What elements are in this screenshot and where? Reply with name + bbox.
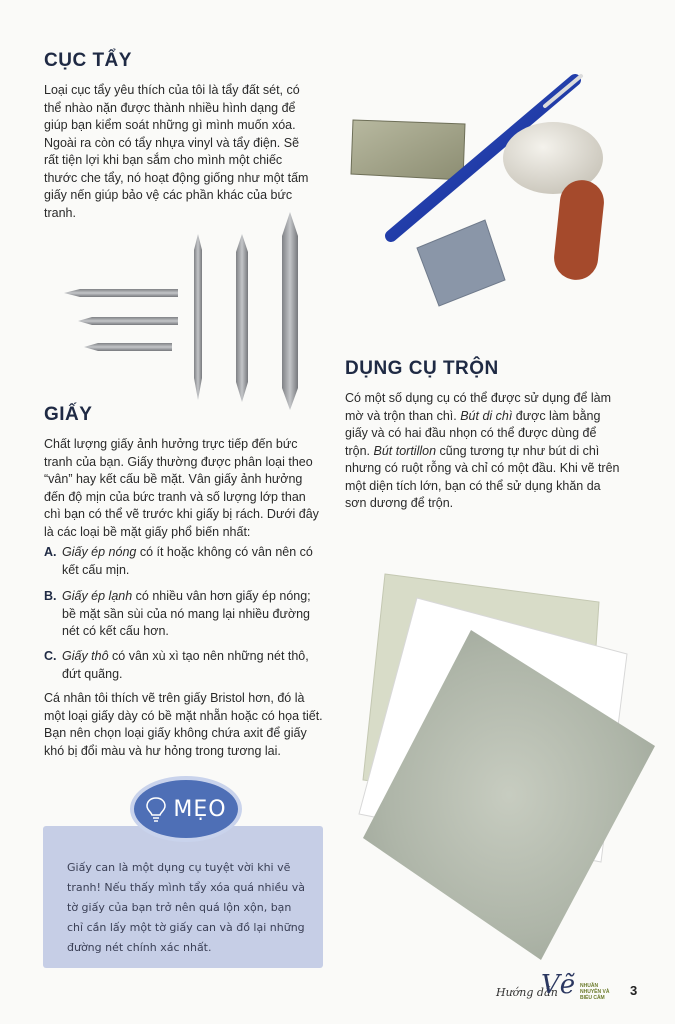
term-blending-stump: Bút di chì <box>460 408 513 423</box>
tip-box <box>43 826 323 968</box>
blending-text-part: cũng tương tự như bút di chì nhưng có ruột rỗng và chỉ có một đầu. Khi vẽ trên một diện tích lớn, bạn có thể sử dụng khăn da sơn dương để trộn. <box>345 443 620 510</box>
tip-text: Giấy can là một dụng cụ tuyệt vời khi vẽ tranh! Nếu thấy mình tẩy xóa quá nhiều và tờ giấy của bạn trở nên quá lộn xộn, bạn chỉ cần lấy một tờ giấy can và đồ lại những đường nét chính xác nhất. <box>67 861 306 954</box>
blending-text-part: Có một số dụng cụ có thể được sử dụng để làm mờ và trộn than chì. <box>345 391 612 423</box>
erasers-photo <box>345 68 605 308</box>
description: có nhiều vân hơn giấy ép nóng; bề mặt sần sùi của nó mang lại nhiều đường nét có kết cấu hơn. <box>62 589 311 638</box>
list-text <box>62 588 324 641</box>
page-number: 3 <box>630 983 638 998</box>
term: Giấy ép nóng <box>62 545 137 559</box>
tip-badge <box>130 776 242 842</box>
description: có vân xù xì tạo nên những nét thô, đứt quãng. <box>62 649 309 681</box>
list-letter: A. <box>44 545 57 559</box>
book-title-prefix: Hướng dẫn <box>496 986 558 999</box>
paper-intro: Chất lượng giấy ảnh hưởng trực tiếp đến bức tranh của bạn. Giấy thường được phân loại theo “vân” hay kết cấu bề mặt. Vân giấy ảnh hưởng đến độ mịn của bức tranh và số lượng lớp than chì bạn có thể vẽ trước khi giấy bị rách. Dưới đây là các loại bề mặt giấy phổ biến nhất: <box>44 437 319 539</box>
lightbulb-icon <box>145 796 167 822</box>
description: có ít hoặc không có vân nên có kết cấu mịn. <box>62 545 313 577</box>
blending-text <box>345 390 623 513</box>
paper-title: GIẤY <box>44 404 93 425</box>
blending-stumps-photo <box>60 210 310 410</box>
book-title-word: Vẽ <box>541 970 576 1000</box>
term: Giấy ép lạnh <box>62 589 133 603</box>
blending-text-part: được làm bằng giấy và có hai đầu nhọn có thể được dùng để trộn. <box>345 408 601 458</box>
paper-closing: Cá nhân tôi thích vẽ trên giấy Bristol hơn, đó là một loại giấy dày có bề mặt nhẵn hoặc có họa tiết. Bạn nên chọn loại giấy không chứa axit để giấy khó bị đổi màu và hư hỏng trong tương lai. <box>44 691 323 758</box>
term: Giấy thô <box>62 649 109 663</box>
paper-type-a <box>44 544 324 579</box>
tip-label: MẸO <box>173 796 227 822</box>
eraser-text: Loại cục tẩy yêu thích của tôi là tẩy đất sét, có thể nhào nặn được thành nhiều hình dạng để giúp bạn kiểm soát những gì mình muốn xóa. Ngoài ra còn có tẩy nhựa vinyl và tẩy điện. Sẽ rất tiện lợi khi bạn sắm cho mình một chiếc thước che tẩy, nó hoạt động giống như một tấm giấy nến giúp bảo vệ các phần khác của bức tranh. <box>44 83 309 220</box>
book-subtitle: NHUẦN NHUYỄN VÀ BIỂU CẢM <box>580 983 610 1001</box>
list-letter: B. <box>44 589 57 603</box>
term-tortillon: Bút tortillon <box>373 443 437 458</box>
eraser-title: CỤC TẨY <box>44 50 132 71</box>
paper-samples-photo <box>355 568 655 968</box>
list-text <box>62 544 324 579</box>
list-letter: C. <box>44 649 57 663</box>
list-text <box>62 648 324 683</box>
paper-type-c <box>44 648 324 683</box>
blending-title: DỤNG CỤ TRỘN <box>345 358 499 379</box>
paper-type-b <box>44 588 324 641</box>
